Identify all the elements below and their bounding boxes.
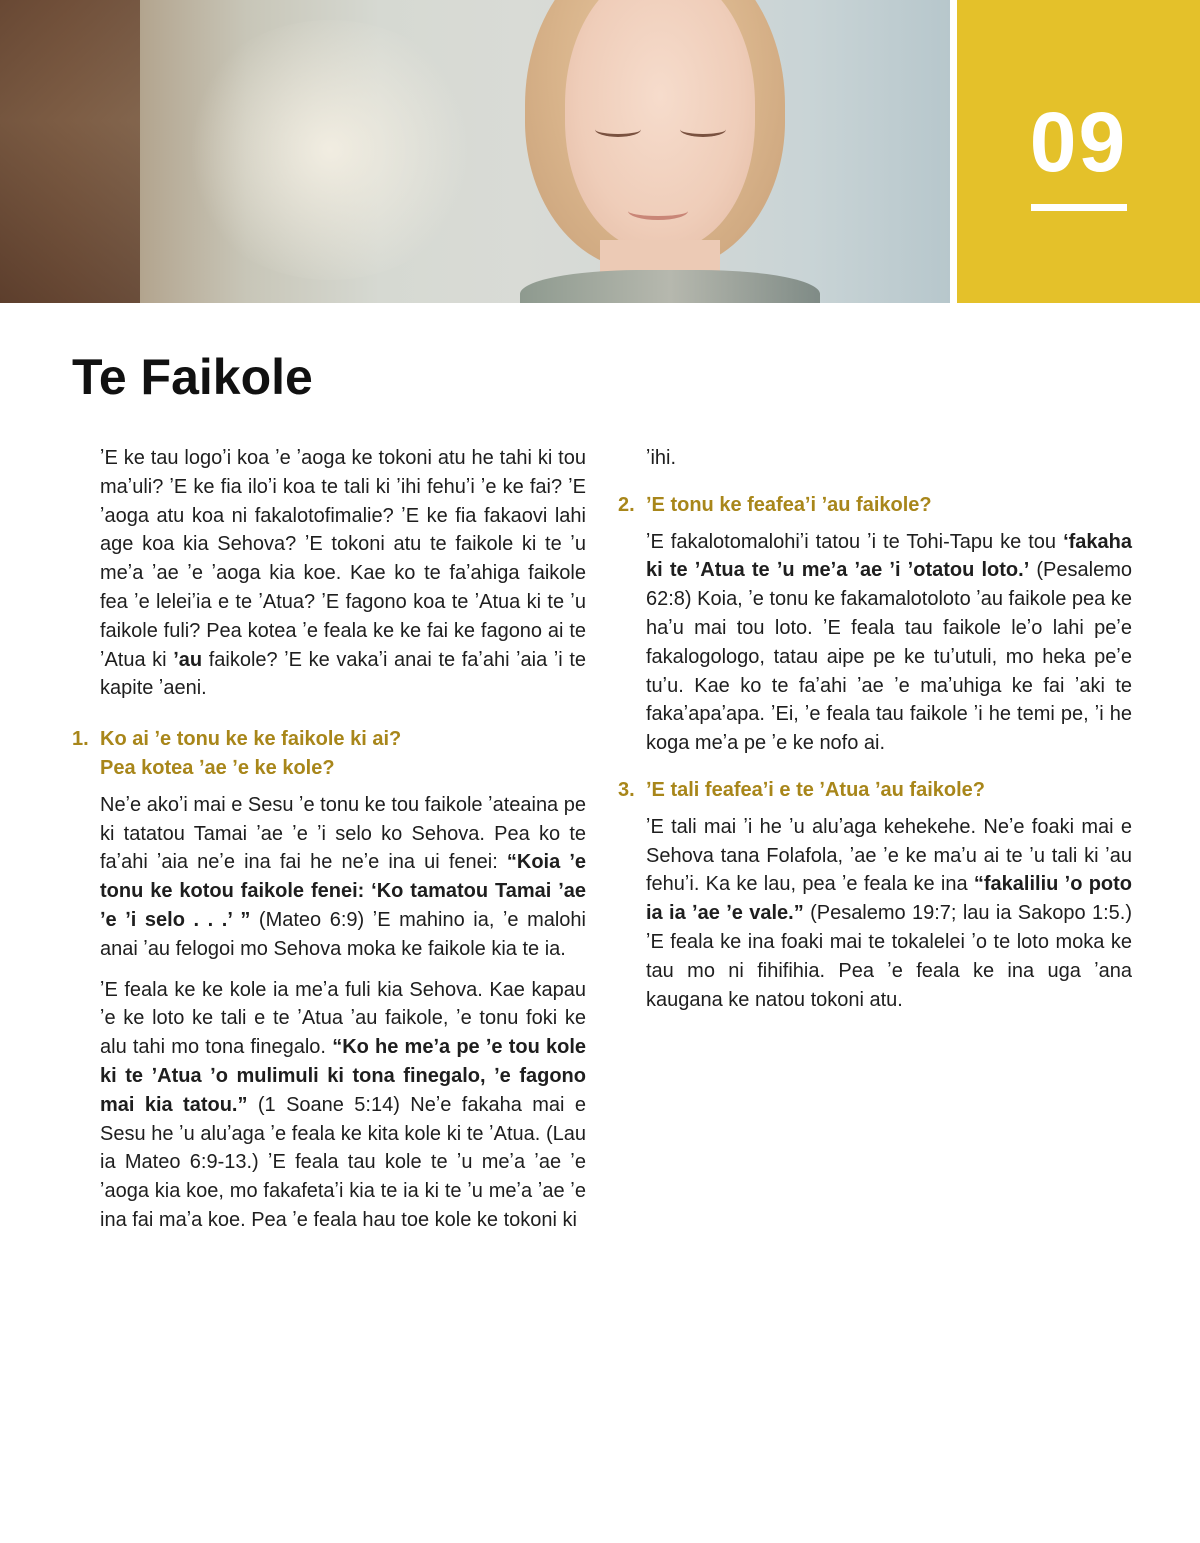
chapter-badge (957, 0, 1200, 303)
section-1-paragraph-2: ʼE feala ke ke kole ia meʼa fuli kia Sehova. Kae kapau ʼe ke loto ke tali e te ʼAtua ʼau faikole, ʼe tonu foki ke alu tahi mo tona finegalo. “Ko he meʼa pe ʼe tou kole ki te ʼAtua ʼo mulimuli ki tona finegalo, ʼe fagono mai kia tatou.” (1 Soane 5:14) Neʼe fakaha mai e Sesu he ʼu aluʼaga ʼe feala ke kita kole ki te ʼAtua. (Lau ia Mateo 6:9-13.) ʼE feala tau kole te ʼu meʼa ʼae ʼe ʼaoga kia koe, mo fakafetaʼi kia te ia ki te ʼu meʼa ʼae ʼe ina fai maʼa koe. Pea ʼe feala hau toe kole ke tokoni ki (100, 978, 587, 1231)
chapter-underline (1031, 204, 1127, 211)
section-1-paragraph-1: Neʼe akoʼi mai e Sesu ʼe tonu ke tou faikole ʼateaina pe ki tatatou Tamai ʼae ʼe ʼi selo ko Sehova. Pea ko te faʼahi ʼaia neʼe ina fai he neʼe ina ui fenei: “Koia ʼe tonu ke kotou faikole fenei: ‘Ko tamatou Tamai ʼae ʼe ʼi selo . . .’ ” (Mateo 6:9) ʼE mahino ia, ʼe malohi anai ʼau felogoi mo Sehova moka ke faikole kia te ia. (100, 793, 587, 960)
left-column (72, 444, 587, 1247)
photo-shirt (520, 270, 820, 303)
photo-background-shelf (0, 0, 140, 303)
hero-photo (0, 0, 950, 303)
section-2-number: 2. (618, 493, 635, 516)
section-3-question: 3. ʼE tali feafeaʼi e te ʼAtua ʼau faikole? (646, 776, 1132, 805)
section-2-question: 2. ʼE tonu ke feafeaʼi ʼau faikole? (646, 491, 1132, 520)
right-column (618, 444, 1132, 1026)
section-2-paragraph: ʼE fakalotomalohiʼi tatou ʼi te Tohi-Tapu ke tou ‘fakaha ki te ʼAtua te ʼu meʼa ʼae ʼi ʼotatou loto.’ (Pesalemo 62:8) Koia, ʼe tonu ke fakamalotoloto ʼau faikole pea ke haʼu mai tou loto. ʼE feala tau faikole leʼo lahi peʼe fakalogologo, tatau aipe pe ke tuʼutuli, mo heka peʼe tuʼu. Kae ko te faʼahi ʼae ʼe maʼuhiga ke fai ʼaki te fakaʼapaʼapa. ʼEi, ʼe feala tau faikole ʼi he temi pe, ʼi he koga meʼa pe ʼe ke nofo ai. (646, 530, 1132, 755)
section-1-number: 1. (72, 728, 89, 751)
photo-background-light (180, 20, 480, 280)
section-1-paragraph-2-continued: ʼihi. (646, 447, 677, 469)
section-1-question: 1. Ko ai ʼe tonu ke ke faikole ki ai? Pea kotea ʼae ʼe ke kole? (100, 725, 586, 783)
section-3-number: 3. (618, 778, 635, 801)
intro-paragraph: ʼE ke tau logoʼi koa ʼe ʼaoga ke tokoni atu he tahi ki tou maʼuli? ʼE ke fia iloʼi koa te tali ki ʼihi fehuʼi ʼe ke fai? ʼE ʼaoga atu koa ni fakalotofimalie? ʼE ke fia fakaovi lahi age koa kia Sehova? ʼE tokoni atu te faikole ki te ʼu meʼa ʼae ʼe ʼaoga kia koe. Kae ko te faʼahiga faikole fea ʼe leleiʼia e te ʼAtua? ʼE fagono koa te ʼAtua ki te ʼu faikole fuli? Pea kotea ʼe feala ke ke fai ke fagono ai te ʼAtua ki ʼau faikole? ʼE ke vakaʼi anai te faʼahi ʼaia ʼi te kapite ʼaeni. (100, 447, 586, 700)
photo-mouth (628, 202, 688, 220)
section-3-paragraph: ʼE tali mai ʼi he ʼu aluʼaga kehekehe. Neʼe foaki mai e Sehova tana Folafola, ʼae ʼe ke maʼu ai te ʼu tali ki ʼau fehuʼi. Ka ke lau, pea ʼe feala ke ina “fakaliliu ʼo poto ia ia ʼae ʼe vale.” (Pesalemo 19:7; lau ia Sakopo 1:5.) ʼE feala ke ina foaki mai te tokalelei ʼo te loto moka ke tau mo ni fihifihia. Pea ʼe feala ke ina uga ʼana kaugana ke natou tokoni atu. (646, 815, 1132, 1011)
photo-eye-left (595, 122, 641, 137)
photo-eye-right (680, 122, 726, 137)
page-title: Te Faikole (72, 349, 313, 405)
chapter-number: 09 (1029, 95, 1128, 189)
